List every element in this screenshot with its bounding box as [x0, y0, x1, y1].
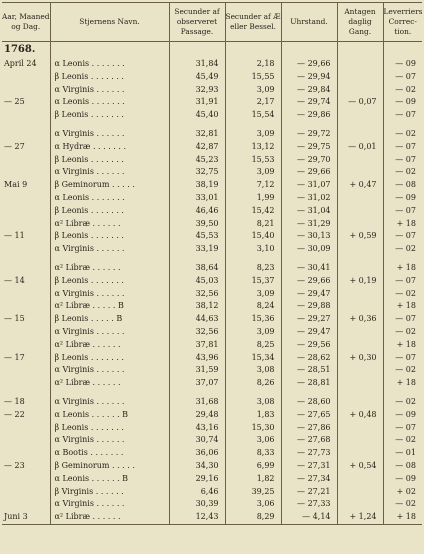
passage-seconds-cell: 43,16 [169, 422, 225, 435]
daily-rate-cell [337, 262, 383, 275]
date-cell: — 14 [4, 275, 25, 285]
passage-seconds-cell: 33,01 [169, 192, 225, 205]
right-ascension-seconds-cell: 39,25 [225, 486, 281, 499]
year-row [2, 42, 422, 59]
star-name-cell: β Leonis . . . . . . . [50, 71, 169, 84]
passage-seconds-cell: 32,93 [169, 84, 225, 97]
leverrier-correction-cell: — 01 [383, 447, 422, 460]
leverrier-correction-cell: + 18 [383, 300, 422, 313]
date-cell [2, 109, 50, 122]
leverrier-correction-cell: + 18 [383, 511, 422, 524]
passage-seconds-cell: 32,56 [169, 326, 225, 339]
passage-seconds-cell: 44,63 [169, 313, 225, 326]
date-cell: — 22 [4, 409, 25, 419]
clock-correction-cell: — 28,62 [281, 352, 337, 365]
passage-seconds-cell: 29,48 [169, 409, 225, 422]
date-cell: Mai 9 [4, 180, 28, 190]
star-name-cell: α² Libræ . . . . . . [50, 262, 169, 275]
daily-rate-header: Antagen daglig Gang. [337, 3, 383, 42]
leverrier-correction-cell: — 02 [383, 326, 422, 339]
clock-correction-cell: — 29,88 [281, 300, 337, 313]
table-row [2, 473, 422, 486]
table-row [2, 192, 422, 205]
table-row [2, 422, 422, 435]
passage-seconds-cell: 32,81 [169, 128, 225, 141]
leverrier-correction-cell: — 02 [383, 434, 422, 447]
daily-rate-cell: — 0,01 [337, 141, 383, 154]
passage-seconds-cell: 38,19 [169, 179, 225, 192]
leverrier-correction-header: Leverriers Correc-tion. [383, 3, 422, 42]
table-row [2, 313, 422, 326]
daily-rate-cell [337, 498, 383, 511]
leverrier-correction-cell: — 07 [383, 422, 422, 435]
passage-seconds-cell: 6,46 [169, 486, 225, 499]
table-row [2, 460, 422, 473]
daily-rate-cell [337, 434, 383, 447]
table-row [2, 339, 422, 352]
leverrier-correction-cell: — 09 [383, 473, 422, 486]
right-ascension-seconds-cell: 3,08 [225, 396, 281, 409]
clock-correction-cell: — 31,04 [281, 205, 337, 218]
clock-correction-cell: — 28,60 [281, 396, 337, 409]
passage-seconds-cell: 32,75 [169, 166, 225, 179]
passage-seconds-cell: 45,03 [169, 275, 225, 288]
star-name-cell: α Leonis . . . . . . . [50, 96, 169, 109]
daily-rate-cell: + 0,36 [337, 313, 383, 326]
right-ascension-seconds-cell: 2,18 [225, 58, 281, 71]
passage-seconds-cell: 36,06 [169, 447, 225, 460]
right-ascension-seconds-cell: 3,09 [225, 166, 281, 179]
right-ascension-seconds-cell: 7,12 [225, 179, 281, 192]
star-name-cell: α² Libræ . . . . . . [50, 339, 169, 352]
right-ascension-seconds-cell: 8,26 [225, 377, 281, 390]
clock-correction-cell: — 29,84 [281, 84, 337, 97]
passage-seconds-cell: 45,23 [169, 154, 225, 167]
daily-rate-cell: + 0,48 [337, 409, 383, 422]
right-ascension-seconds-cell: 8,23 [225, 262, 281, 275]
star-name-cell: β Leonis . . . . . . . [50, 154, 169, 167]
header-row [2, 3, 422, 42]
table-row [2, 71, 422, 84]
passage-seconds-cell: 38,64 [169, 262, 225, 275]
clock-correction-cell: — 29,66 [281, 166, 337, 179]
star-name-cell: β Leonis . . . . . . . [50, 230, 169, 243]
daily-rate-cell: + 1,24 [337, 511, 383, 524]
right-ascension-seconds-cell: 15,40 [225, 230, 281, 243]
star-name-cell: α Bootis . . . . . . . [50, 447, 169, 460]
leverrier-correction-cell: — 02 [383, 84, 422, 97]
star-name-cell: α Virginis . . . . . . [50, 498, 169, 511]
daily-rate-cell [337, 447, 383, 460]
year-label: 1768. [4, 43, 36, 55]
star-name-header: Stjernens Navn. [50, 3, 169, 42]
date-cell: — 25 [4, 97, 25, 107]
date-cell: — 23 [4, 460, 25, 470]
clock-correction-cell: — 31,29 [281, 218, 337, 231]
star-name-cell: α Virginis . . . . . . [50, 326, 169, 339]
right-ascension-seconds-cell: 3,09 [225, 326, 281, 339]
clock-correction-cell: — 29,27 [281, 313, 337, 326]
daily-rate-cell [337, 128, 383, 141]
date-cell: — 11 [4, 231, 25, 241]
star-name-cell: α Virginis . . . . . . [50, 166, 169, 179]
table-row [2, 141, 422, 154]
star-name-cell: β Leonis . . . . . . . [50, 422, 169, 435]
leverrier-correction-cell: — 02 [383, 128, 422, 141]
passage-seconds-cell: 29,16 [169, 473, 225, 486]
right-ascension-seconds-header: Secunder af Æ eller Bessel. [225, 3, 281, 42]
table-row [2, 58, 422, 71]
date-cell: Juni 3 [2, 511, 50, 524]
daily-rate-cell: + 0,19 [337, 275, 383, 288]
right-ascension-seconds-cell: 8,25 [225, 339, 281, 352]
clock-correction-cell: — 31,02 [281, 192, 337, 205]
right-ascension-seconds-cell: 8,24 [225, 300, 281, 313]
leverrier-correction-cell: + 18 [383, 339, 422, 352]
daily-rate-cell [337, 377, 383, 390]
clock-correction-cell: — 30,41 [281, 262, 337, 275]
right-ascension-seconds-cell: 3,08 [225, 364, 281, 377]
date-cell: — 27 [4, 141, 25, 151]
date-cell [2, 205, 50, 218]
date-cell [2, 498, 50, 511]
right-ascension-seconds-cell: 15,53 [225, 154, 281, 167]
daily-rate-cell [337, 326, 383, 339]
right-ascension-seconds-cell: 15,36 [225, 313, 281, 326]
right-ascension-seconds-cell: 8,21 [225, 218, 281, 231]
right-ascension-seconds-cell: 6,99 [225, 460, 281, 473]
table-row [2, 262, 422, 275]
clock-correction-cell: — 29,56 [281, 339, 337, 352]
leverrier-correction-cell: — 07 [383, 230, 422, 243]
daily-rate-cell [337, 192, 383, 205]
clock-correction-header: Uhrstand. [281, 3, 337, 42]
table-row [2, 166, 422, 179]
leverrier-correction-cell: — 02 [383, 288, 422, 301]
table-row [2, 154, 422, 167]
clock-correction-cell: — 29,66 [281, 58, 337, 71]
passage-seconds-header: Secunder af observeret Passage. [169, 3, 225, 42]
star-name-cell: α Virginis . . . . . . [50, 364, 169, 377]
table-row [2, 275, 422, 288]
clock-correction-cell: — 27,68 [281, 434, 337, 447]
star-name-cell: β Geminorum . . . . . [50, 460, 169, 473]
right-ascension-seconds-cell: 1,83 [225, 409, 281, 422]
star-name-cell: α Virginis . . . . . . [50, 243, 169, 256]
star-name-cell: β Leonis . . . . . . . [50, 205, 169, 218]
star-name-cell: β Leonis . . . . . . . [50, 109, 169, 122]
leverrier-correction-cell: — 02 [383, 243, 422, 256]
passage-seconds-cell: 30,39 [169, 498, 225, 511]
table-row [2, 364, 422, 377]
star-name-cell: α Virginis . . . . . . [50, 128, 169, 141]
date-cell [2, 218, 50, 231]
date-cell [2, 422, 50, 435]
date-cell [2, 473, 50, 486]
passage-seconds-cell: 37,07 [169, 377, 225, 390]
clock-correction-cell: — 27,33 [281, 498, 337, 511]
date-cell: April 24 [4, 59, 37, 68]
right-ascension-seconds-cell: 1,82 [225, 473, 281, 486]
right-ascension-seconds-cell: 3,09 [225, 288, 281, 301]
star-name-cell: α Virginis . . . . . . [50, 434, 169, 447]
date-cell [2, 300, 50, 313]
right-ascension-seconds-cell: 13,12 [225, 141, 281, 154]
right-ascension-seconds-cell: 3,06 [225, 498, 281, 511]
leverrier-correction-cell: — 07 [383, 313, 422, 326]
clock-correction-cell: — 28,51 [281, 364, 337, 377]
star-name-cell: α Leonis . . . . . . . [50, 192, 169, 205]
date-cell [2, 364, 50, 377]
right-ascension-seconds-cell: 15,55 [225, 71, 281, 84]
date-cell: — 17 [4, 352, 25, 362]
right-ascension-seconds-cell: 1,99 [225, 192, 281, 205]
passage-seconds-cell: 42,87 [169, 141, 225, 154]
daily-rate-cell [337, 71, 383, 84]
daily-rate-cell [337, 218, 383, 231]
leverrier-correction-cell: — 07 [383, 275, 422, 288]
passage-seconds-cell: 30,74 [169, 434, 225, 447]
clock-correction-cell: — 27,21 [281, 486, 337, 499]
star-name-cell: β Leonis . . . . . . . [50, 275, 169, 288]
star-name-cell: α Virginis . . . . . . [50, 396, 169, 409]
right-ascension-seconds-cell: 3,06 [225, 434, 281, 447]
table-row [2, 84, 422, 97]
star-name-cell: β Leonis . . . . . . . [50, 352, 169, 365]
leverrier-correction-cell: + 18 [383, 377, 422, 390]
table-row [2, 511, 422, 524]
date-cell [2, 128, 50, 141]
passage-seconds-cell: 34,30 [169, 460, 225, 473]
right-ascension-seconds-cell: 3,09 [225, 84, 281, 97]
date-cell [2, 486, 50, 499]
passage-seconds-cell: 32,56 [169, 288, 225, 301]
daily-rate-cell: + 0,47 [337, 179, 383, 192]
table-row [2, 498, 422, 511]
leverrier-correction-cell: — 09 [383, 58, 422, 71]
clock-correction-cell: — 29,74 [281, 96, 337, 109]
leverrier-correction-cell: — 09 [383, 96, 422, 109]
date-cell [2, 288, 50, 301]
passage-seconds-cell: 38,12 [169, 300, 225, 313]
right-ascension-seconds-cell: 15,34 [225, 352, 281, 365]
passage-seconds-cell: 31,68 [169, 396, 225, 409]
leverrier-correction-cell: — 07 [383, 352, 422, 365]
date-cell: — 15 [4, 314, 25, 324]
date-cell [2, 71, 50, 84]
daily-rate-cell [337, 154, 383, 167]
table-row [2, 243, 422, 256]
table-row [2, 218, 422, 231]
leverrier-correction-cell: — 07 [383, 154, 422, 167]
date-cell [2, 339, 50, 352]
star-name-cell: β Virginis . . . . . . [50, 486, 169, 499]
table-row [2, 396, 422, 409]
clock-correction-cell: — 27,34 [281, 473, 337, 486]
daily-rate-cell [337, 300, 383, 313]
clock-correction-cell: — 27,31 [281, 460, 337, 473]
table-row [2, 326, 422, 339]
date-cell [2, 192, 50, 205]
leverrier-correction-cell: — 07 [383, 109, 422, 122]
date-header: Aar, Maaned og Dag. [2, 3, 50, 42]
table-row [2, 377, 422, 390]
passage-seconds-cell: 43,96 [169, 352, 225, 365]
right-ascension-seconds-cell: 3,09 [225, 128, 281, 141]
observation-table [2, 2, 422, 525]
date-cell: — 18 [4, 396, 25, 406]
daily-rate-cell: + 0,54 [337, 460, 383, 473]
right-ascension-seconds-cell: 2,17 [225, 96, 281, 109]
table-row [2, 434, 422, 447]
star-name-cell: α Hydræ . . . . . . . [50, 141, 169, 154]
table-row [2, 128, 422, 141]
clock-correction-cell: — 28,81 [281, 377, 337, 390]
leverrier-correction-cell: + 18 [383, 218, 422, 231]
table-row [2, 230, 422, 243]
table-row [2, 300, 422, 313]
clock-correction-cell: — 29,70 [281, 154, 337, 167]
passage-seconds-cell: 37,81 [169, 339, 225, 352]
clock-correction-cell: — 30,09 [281, 243, 337, 256]
passage-seconds-cell: 46,46 [169, 205, 225, 218]
star-name-cell: α Leonis . . . . . . B [50, 409, 169, 422]
clock-correction-cell: — 30,13 [281, 230, 337, 243]
table-row [2, 109, 422, 122]
daily-rate-cell [337, 166, 383, 179]
daily-rate-cell: + 0,30 [337, 352, 383, 365]
clock-correction-cell: — 29,72 [281, 128, 337, 141]
passage-seconds-cell: 31,84 [169, 58, 225, 71]
date-cell [2, 377, 50, 390]
passage-seconds-cell: 45,53 [169, 230, 225, 243]
right-ascension-seconds-cell: 15,30 [225, 422, 281, 435]
passage-seconds-cell: 39,50 [169, 218, 225, 231]
right-ascension-seconds-cell: 15,37 [225, 275, 281, 288]
right-ascension-seconds-cell: 15,54 [225, 109, 281, 122]
star-name-cell: α Virginis . . . . . . [50, 84, 169, 97]
date-cell [2, 166, 50, 179]
clock-correction-cell: — 29,66 [281, 275, 337, 288]
leverrier-correction-cell: — 09 [383, 409, 422, 422]
daily-rate-cell: + 0,59 [337, 230, 383, 243]
clock-correction-cell: — 29,47 [281, 326, 337, 339]
passage-seconds-cell: 31,59 [169, 364, 225, 377]
date-cell [2, 447, 50, 460]
clock-correction-cell: — 31,07 [281, 179, 337, 192]
date-cell [2, 84, 50, 97]
clock-correction-cell: — 29,47 [281, 288, 337, 301]
daily-rate-cell [337, 288, 383, 301]
table-row [2, 447, 422, 460]
star-name-cell: α² Libræ . . . . . . [50, 511, 169, 524]
star-name-cell: α Leonis . . . . . . B [50, 473, 169, 486]
leverrier-correction-cell: — 02 [383, 364, 422, 377]
daily-rate-cell [337, 205, 383, 218]
daily-rate-cell [337, 473, 383, 486]
clock-correction-cell: — 27,86 [281, 422, 337, 435]
date-cell [2, 243, 50, 256]
star-name-cell: α Leonis . . . . . . . [50, 58, 169, 71]
leverrier-correction-cell: — 02 [383, 498, 422, 511]
clock-correction-cell: — 27,65 [281, 409, 337, 422]
leverrier-correction-cell: — 02 [383, 166, 422, 179]
daily-rate-cell [337, 84, 383, 97]
daily-rate-cell [337, 58, 383, 71]
daily-rate-cell [337, 364, 383, 377]
star-name-cell: β Geminorum . . . . . [50, 179, 169, 192]
date-cell [2, 326, 50, 339]
leverrier-correction-cell: — 08 [383, 179, 422, 192]
clock-correction-cell: — 27,73 [281, 447, 337, 460]
daily-rate-cell [337, 422, 383, 435]
passage-seconds-cell: 45,40 [169, 109, 225, 122]
passage-seconds-cell: 33,19 [169, 243, 225, 256]
date-cell [2, 434, 50, 447]
right-ascension-seconds-cell: 3,10 [225, 243, 281, 256]
table-row [2, 352, 422, 365]
date-cell [2, 154, 50, 167]
passage-seconds-cell: 12,43 [169, 511, 225, 524]
table-row [2, 205, 422, 218]
leverrier-correction-cell: — 07 [383, 71, 422, 84]
leverrier-correction-cell: + 18 [383, 262, 422, 275]
passage-seconds-cell: 31,91 [169, 96, 225, 109]
daily-rate-cell [337, 109, 383, 122]
star-name-cell: α² Libræ . . . . . B [50, 300, 169, 313]
daily-rate-cell [337, 243, 383, 256]
table-row [2, 288, 422, 301]
daily-rate-cell [337, 486, 383, 499]
leverrier-correction-cell: + 02 [383, 486, 422, 499]
clock-correction-cell: — 4,14 [281, 511, 337, 524]
leverrier-correction-cell: — 07 [383, 141, 422, 154]
star-name-cell: α Virginis . . . . . . [50, 288, 169, 301]
clock-correction-cell: — 29,94 [281, 71, 337, 84]
star-name-cell: α² Libræ . . . . . . [50, 218, 169, 231]
passage-seconds-cell: 45,49 [169, 71, 225, 84]
table-row [2, 486, 422, 499]
right-ascension-seconds-cell: 8,33 [225, 447, 281, 460]
star-name-cell: β Leonis . . . . . B [50, 313, 169, 326]
daily-rate-cell [337, 396, 383, 409]
leverrier-correction-cell: — 02 [383, 396, 422, 409]
daily-rate-cell: — 0,07 [337, 96, 383, 109]
leverrier-correction-cell: — 07 [383, 205, 422, 218]
leverrier-correction-cell: — 08 [383, 460, 422, 473]
leverrier-correction-cell: — 09 [383, 192, 422, 205]
date-cell [2, 262, 50, 275]
table-row [2, 96, 422, 109]
star-name-cell: α² Libræ . . . . . . [50, 377, 169, 390]
right-ascension-seconds-cell: 15,42 [225, 205, 281, 218]
right-ascension-seconds-cell: 8,29 [225, 511, 281, 524]
clock-correction-cell: — 29,75 [281, 141, 337, 154]
daily-rate-cell [337, 339, 383, 352]
table-row [2, 179, 422, 192]
table-row [2, 409, 422, 422]
clock-correction-cell: — 29,86 [281, 109, 337, 122]
